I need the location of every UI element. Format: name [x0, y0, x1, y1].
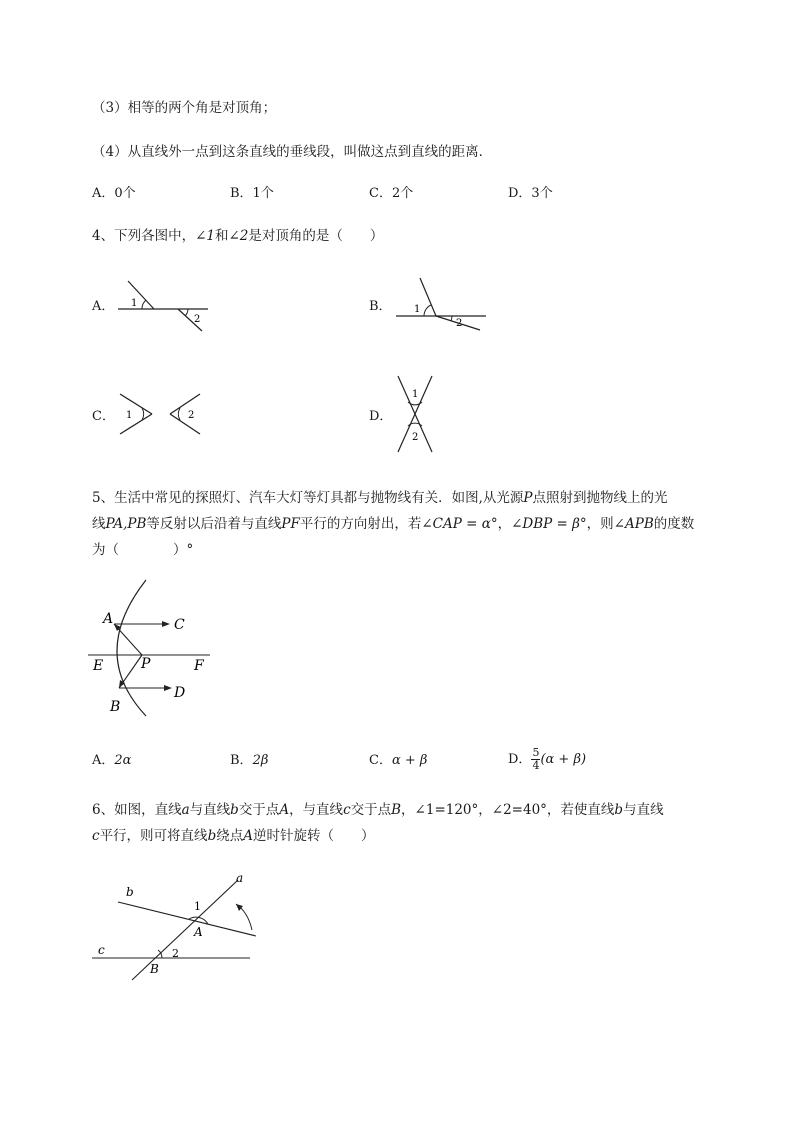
q5-option-d[interactable] — [508, 745, 586, 775]
q4-figure-c — [112, 390, 212, 440]
q5-label-p: P — [141, 656, 151, 672]
q5-label-f: F — [194, 658, 204, 674]
q3-option-c[interactable]: C．2个 — [369, 186, 414, 201]
q5-line-pf: PF — [281, 516, 300, 532]
q4-option-c[interactable]: C． — [92, 409, 115, 424]
q6-figure — [90, 866, 260, 984]
q6-c: c — [343, 802, 351, 818]
q4-option-a[interactable]: A． — [92, 299, 115, 314]
q6-point-a: A — [279, 802, 290, 818]
q6-t1: 与直线 — [189, 802, 231, 818]
q4-option-d[interactable]: D． — [369, 409, 393, 424]
q4-figure-b — [392, 272, 492, 336]
q6-t3: ，与直线 — [289, 802, 344, 818]
q4d-label-1: 1 — [412, 389, 419, 400]
q4-stem-prefix: 4、下列各图中， — [92, 228, 196, 244]
q4-stem-suffix: 是对顶角的是（ ） — [248, 228, 384, 244]
q5-stem-line2 — [92, 514, 694, 534]
q6-line2-c: c — [92, 828, 100, 844]
q4c-label-1: 1 — [126, 410, 133, 421]
q5-line2-mid2: 平行的方向射出，若 — [299, 516, 422, 532]
q5-option-b-expr: 2β — [252, 753, 269, 768]
q4-angle1: ∠1 — [195, 228, 215, 244]
q5-sep: ， — [497, 516, 512, 532]
statement-4: （4）从直线外一点到这条直线的垂线段，叫做这点到直线的距离． — [92, 144, 493, 160]
q5-option-d-den: 4 — [532, 759, 540, 772]
q5-option-b[interactable] — [230, 751, 268, 771]
q6-point-b: B — [391, 802, 402, 818]
q5-stem-line1 — [92, 488, 667, 508]
q5-option-d-expr: (α + β) — [540, 752, 587, 767]
q5-line2-suffix: 的度数 — [653, 516, 695, 532]
q6-label-point-b: B — [150, 962, 159, 976]
q6-line2-rest1: 平行，则可将直线 — [99, 828, 208, 844]
q5-option-d-num: 5 — [532, 746, 540, 759]
q5-label-b: B — [110, 699, 121, 715]
q6-t2: 交于点 — [238, 802, 280, 818]
q6-label-1: 1 — [194, 900, 201, 913]
q4b-label-2: 2 — [456, 318, 463, 329]
statement-3: （3）相等的两个角是对顶角； — [92, 100, 277, 116]
q6-label-a: a — [236, 871, 244, 885]
q6-line2-b: b — [207, 828, 217, 844]
q4-angle2: ∠2 — [228, 228, 249, 244]
q5-option-d-label: D． — [508, 752, 532, 767]
q6-label-2: 2 — [172, 947, 179, 960]
q6-t6: 与直线 — [623, 802, 664, 818]
q5-rays: PA,PB — [105, 516, 147, 532]
q5-point-p: P — [523, 490, 533, 506]
q4c-label-2: 2 — [188, 410, 195, 421]
q4-figure-d — [390, 372, 440, 456]
q4a-label-1: 1 — [131, 298, 138, 309]
q5-label-e: E — [93, 658, 104, 674]
q5-figure — [88, 578, 218, 718]
q5-label-c: C — [174, 617, 185, 633]
q4-option-b[interactable]: B． — [369, 299, 392, 314]
q5-line2-mid1: 等反射以后沿着与直线 — [146, 516, 282, 532]
q6-line2-rest2: 绕点 — [216, 828, 244, 844]
q6-b2: b — [614, 802, 624, 818]
q6-t4: 交于点 — [350, 802, 392, 818]
q5-cond2: ∠DBP = β° — [511, 516, 587, 532]
q5-line2-prefix: 线 — [92, 516, 106, 532]
q3-option-d[interactable]: D．3个 — [508, 186, 553, 201]
q6-stem-line2 — [92, 826, 374, 846]
q6-stem-line1 — [92, 800, 664, 820]
q5-option-c[interactable] — [369, 751, 427, 771]
q5-line1-suffix: 点照射到抛物线上的光 — [532, 490, 668, 506]
q5-option-a[interactable] — [92, 751, 131, 771]
q6-line2-rest3: 逆时针旋转（ ） — [252, 828, 375, 844]
q5-target: ∠APB — [613, 516, 654, 532]
q5-label-a: A — [103, 611, 114, 627]
q4-stem-mid: 和 — [215, 228, 229, 244]
q5-option-c-label: C． — [369, 753, 392, 768]
q5-option-b-label: B． — [230, 753, 253, 768]
q6-line2-a: A — [243, 828, 253, 844]
q5-line2-mid3: ，则 — [586, 516, 614, 532]
q5-cond1: ∠CAP = α° — [421, 516, 498, 532]
q6-line1-prefix: 6、如图，直线 — [92, 802, 182, 818]
q6-label-point-a: A — [194, 925, 203, 939]
q5-line1-prefix: 5、生活中常见的探照灯、汽车大灯等灯具都与抛物线有关．如图,从光源 — [92, 490, 524, 506]
q5-option-a-label: A． — [92, 753, 115, 768]
q4-figure-a — [112, 275, 212, 335]
q4a-label-2: 2 — [194, 314, 201, 325]
q3-option-a[interactable]: A．0个 — [92, 186, 136, 201]
q3-option-b[interactable]: B．1个 — [230, 186, 274, 201]
q5-label-d: D — [174, 685, 186, 701]
q5-stem-line3: 为（ ）° — [92, 542, 194, 558]
q5-option-c-expr: α + β — [391, 753, 428, 768]
q6-label-c: c — [98, 943, 105, 957]
q4-stem — [92, 226, 383, 246]
q6-a: a — [181, 802, 190, 818]
q5-option-a-expr: 2α — [114, 753, 132, 768]
q4b-label-1: 1 — [414, 304, 421, 315]
q6-t5: ，∠1=120°，∠2=40°，若使直线 — [401, 802, 615, 818]
q4d-label-2: 2 — [412, 432, 419, 443]
q6-label-b: b — [126, 885, 134, 899]
q6-b: b — [230, 802, 239, 818]
